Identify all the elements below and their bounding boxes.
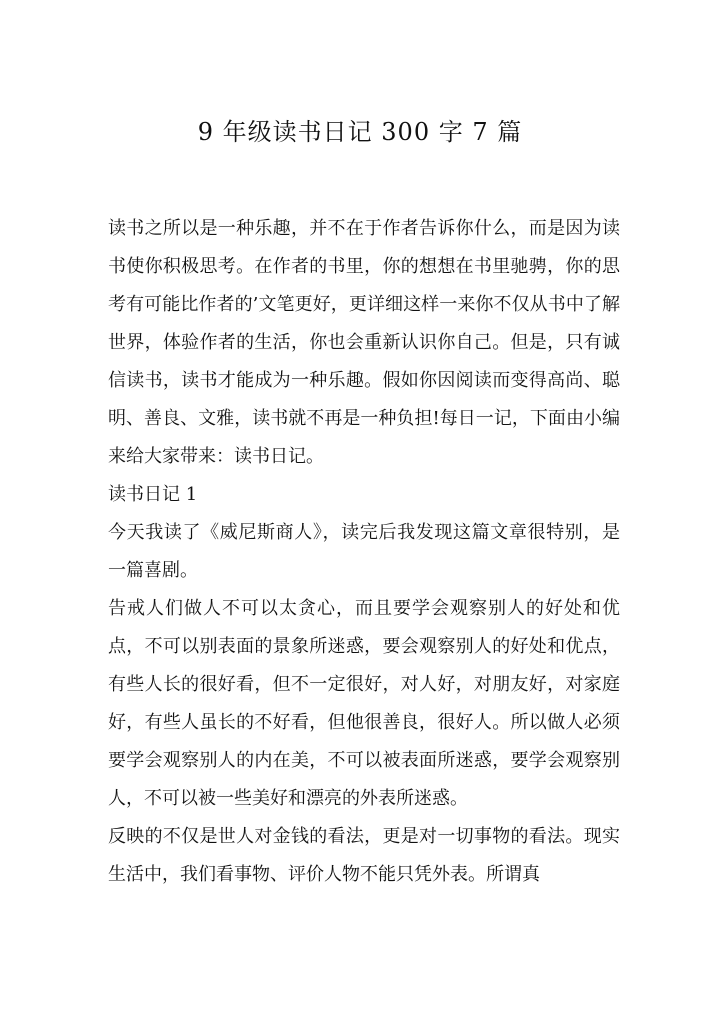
paragraph-diary-1-lesson: 告戒人们做人不可以太贪心，而且要学会观察别人的好处和优点，不可以别表面的景象所迷惑，要会观察别人的好处和优点，有些人长的很好看，但不一定很好，对人好，对朋友好，对家庭好，有些人虽长的不好看，但他很善良，很好人。所以做人必须要学会观察别人的内在美，不可以被表面所迷惑，要学会观察别人，不可以被一些美好和漂亮的外表所迷惑。 — [108, 598, 620, 809]
paragraph-diary-1-reflection: 反映的不仅是世人对金钱的看法，更是对一切事物的看法。现实生活中，我们看事物、评价人物不能只凭外表。所谓真 — [108, 826, 620, 885]
section-heading-diary-1: 读书日记 1 — [108, 484, 198, 505]
document-title: 9 年级读书日记 300 字 7 篇 — [197, 118, 523, 146]
document-body — [108, 210, 620, 894]
paragraph-intro: 读书之所以是一种乐趣，并不在于作者告诉你什么，而是因为读书使你积极思考。在作者的书里，你的想想在书里驰骋，你的思考有可能比作者的’文笔更好，更详细这样一来你不仅从书中了解世界，体验作者的生活，你也会重新认识你自己。但是，只有诚信读书，读书才能成为一种乐趣。假如你因阅读而变得高尚、聪明、善良、文雅，读书就不再是一种负担!每日一记，下面由小编来给大家带来：读书日记。 — [108, 218, 620, 467]
paragraph-diary-1-opening: 今天我读了《威尼斯商人》，读完后我发现这篇文章很特别，是一篇喜剧。 — [108, 522, 620, 581]
